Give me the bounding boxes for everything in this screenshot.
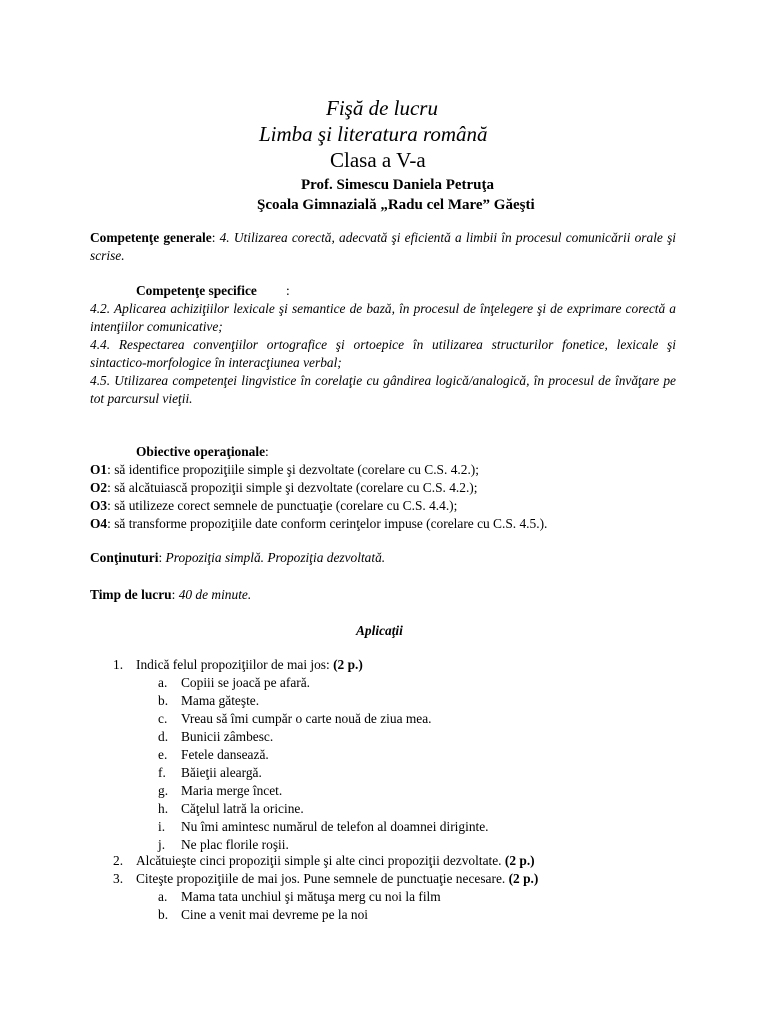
item-text: Ne plac florile roşii.: [181, 837, 289, 852]
item-text: Băieţii aleargă.: [181, 765, 262, 780]
time-line: Timp de lucru: 40 de minute.: [90, 587, 252, 602]
item-letter: d.: [158, 729, 169, 744]
exercise-text: Citeşte propoziţiile de mai jos. Pune semnele de punctuaţie necesare. (2 p.): [136, 871, 539, 886]
specific-competence-item: 4.4. Respectarea convenţiilor ortografice şi ortoepice în utilizarea structurilor fonetice, lexicale şi sintactico-morfologice în interacţiunea verbal;: [90, 337, 676, 370]
item-letter: a.: [158, 889, 168, 904]
item-text: Mama tata unchiul şi mătuşa merg cu noi la film: [181, 889, 441, 904]
item-letter: f.: [158, 765, 166, 780]
applications-heading: Aplicaţii: [356, 623, 403, 638]
general-competences-label: Competenţe generale: [90, 230, 212, 245]
item-text: Maria merge încet.: [181, 783, 283, 798]
item-letter: a.: [158, 675, 168, 690]
item-letter: i.: [158, 819, 166, 834]
teacher-name: Prof. Simescu Daniela Petruţa: [301, 177, 495, 193]
exercise-number: 2.: [113, 853, 124, 868]
specific-competences-label: Competenţe specifice: [136, 283, 257, 298]
objective-item: O4: să transforme propoziţiile date conform cerinţelor impuse (corelare cu C.S. 4.5.).: [90, 516, 548, 531]
specific-competences-colon: :: [286, 283, 290, 298]
item-letter: b.: [158, 907, 169, 922]
item-letter: g.: [158, 783, 169, 798]
item-text: Fetele dansează.: [181, 747, 269, 762]
specific-competence-item: 4.2. Aplicarea achiziţiilor lexicale şi semantice de bază, în procesul de înţelegere şi de exprimare corectă a intenţiilor comunicative;: [90, 301, 676, 334]
item-text: Căţelul latră la oricine.: [181, 801, 304, 816]
objectives-heading: Obiective operaţionale:: [136, 444, 269, 459]
item-letter: c.: [158, 711, 168, 726]
worksheet-title: Fişă de lucru: [326, 96, 438, 120]
grade-title: Clasa a V-a: [330, 148, 426, 172]
exercise-text: Indică felul propoziţiilor de mai jos: (2 p.): [136, 657, 363, 672]
item-letter: e.: [158, 747, 168, 762]
general-competences-text: 4. Utilizarea corectă, adecvată şi eficientă a limbii în procesul comunicării orale şi scrise.: [90, 230, 676, 263]
exercise-number: 3.: [113, 871, 124, 886]
subject-title: Limba şi literatura română: [259, 122, 488, 146]
item-letter: b.: [158, 693, 169, 708]
item-letter: j.: [158, 837, 166, 852]
objective-item: O1: să identifice propoziţiile simple şi dezvoltate (corelare cu C.S. 4.2.);: [90, 462, 479, 477]
content-line: Conţinuturi: Propoziţia simplă. Propoziţia dezvoltată.: [90, 550, 386, 565]
objective-item: O2: să alcătuiască propoziţii simple şi dezvoltate (corelare cu C.S. 4.2.);: [90, 480, 478, 495]
item-letter: h.: [158, 801, 169, 816]
general-competences: Competenţe generale: 4. Utilizarea corectă, adecvată şi eficientă a limbii în procesul comunicării orale şi scrise.: [90, 230, 676, 263]
exercise-number: 1.: [113, 657, 124, 672]
item-text: Mama găteşte.: [181, 693, 260, 708]
objective-item: O3: să utilizeze corect semnele de punctuaţie (corelare cu C.S. 4.4.);: [90, 498, 458, 513]
school-name: Şcoala Gimnazială „Radu cel Mare” Găeşti: [257, 197, 535, 213]
specific-competence-item: 4.5. Utilizarea competenţei lingvistice în corelaţie cu gândirea logică/analogică, în procesul de învăţare pe tot parcursul vieţii.: [90, 373, 676, 406]
exercise-text: Alcătuieşte cinci propoziţii simple şi alte cinci propoziţii dezvoltate. (2 p.): [136, 853, 535, 868]
item-text: Nu îmi amintesc numărul de telefon al doamnei diriginte.: [181, 819, 489, 834]
item-text: Cine a venit mai devreme pe la noi: [181, 907, 369, 922]
item-text: Copiii se joacă pe afară.: [181, 675, 311, 690]
item-text: Vreau să îmi cumpăr o carte nouă de ziua mea.: [181, 711, 432, 726]
item-text: Bunicii zâmbesc.: [181, 729, 274, 744]
